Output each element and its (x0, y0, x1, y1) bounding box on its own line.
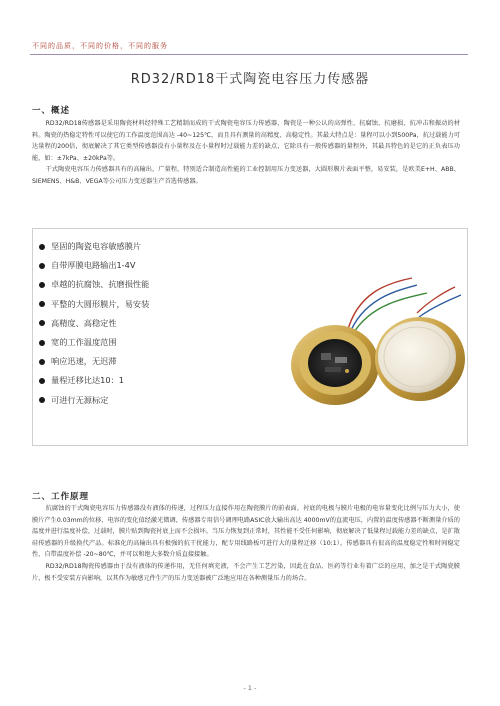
feature-label: 响应迅速，无迟滞 (51, 356, 117, 367)
bullet-icon (39, 320, 45, 326)
bullet-icon (39, 263, 45, 269)
bullet-icon (39, 244, 45, 250)
section-principle-heading: 二、工作原理 (32, 492, 90, 502)
section-overview-heading: 一、概述 (32, 106, 71, 116)
overview-paragraph: RD32/RD18传感器是采用陶瓷材料经特殊工艺精制而成的干式陶瓷电容压力传感器，陶瓷是一种公认的高弹性、抗腐蚀、抗磨损、抗冲击和振动的材料。陶瓷的热稳定特性可以使它的工作温度范围高达 -40~125℃，而且具有测量的高精度、高稳定性。其最大特点是：量程可以小到500Pa，抗过载能力可达量程的200倍，彻底解决了其它类型传感器没有小量程及在小量程时过载能力差的缺点，它除具有一般传感器的量程外，其最具特色的是它的正负表压功能，如：±7kPa、±20kPa等。 (32, 120, 460, 162)
page-number: - 1 - (243, 684, 257, 692)
section-principle-body (32, 503, 460, 584)
overview-paragraph: 干式陶瓷电容压力传感器具有的高输出，广量程，特别适合制造高性能的工业控制用压力变送器，大圆形膜片表面平整，易安装，是欧美E+H、ABB、SIEMENS、H&B、VEGA等公司压力变送器生产首选传感器。 (32, 166, 460, 185)
feature-item (39, 295, 149, 314)
header-rule (30, 54, 468, 55)
bullet-icon (39, 359, 45, 365)
feature-label: 坚固的陶瓷电容敏感膜片 (51, 241, 142, 251)
feature-item (39, 391, 149, 410)
principle-paragraph: 抗腐蚀的干式陶瓷电容压力传感器没有液体的传递，过程压力直接作用在陶瓷膜片的前表面，衬底的电极与膜片电极的电容量变化比例与压力大小，使膜片产生0.03mm的位移，电容的变化值经激光微调，传感器专用信号调理电路ASIC放大输出高达 4000mV的直流电压，内置的温度传感器不断测量介质的温度并进行温度补偿，过载时，膜片贴到陶瓷衬底上而不会损坏。当压力恢复到正常时，其性能不受任何影响，彻底解决了低量程过载能力差的缺点，是扩散硅传感器的升级换代产品。标准化的高输出具有极强的抗干扰能力，配专用线路板可进行大的量程迁移（10:1），传感器具有很高的温度稳定性和时间稳定性，自带温度补偿 -20~80℃，并可以和绝大多数介质直接接触。 (32, 505, 460, 559)
feature-item (39, 275, 149, 294)
header-slogan: 不同的品质，不同的价格，不同的服务 (32, 42, 168, 50)
feature-item (39, 333, 149, 352)
feature-box (32, 228, 468, 446)
feature-label: 平整的大圆形膜片，易安装 (51, 298, 150, 309)
bullet-icon (39, 340, 45, 346)
bullet-icon (39, 282, 45, 288)
feature-item (39, 371, 149, 390)
feature-label: 自带厚膜电路输出1-4V (51, 260, 136, 271)
bullet-icon (39, 378, 45, 384)
feature-item (39, 237, 149, 256)
section-overview-body (32, 118, 460, 188)
feature-label: 量程迁移比达10：1 (51, 375, 124, 386)
feature-item (39, 314, 149, 333)
document-title: RD32/RD18干式陶瓷电容压力传感器 (130, 72, 370, 87)
feature-label: 宽的工作温度范围 (51, 337, 117, 348)
bullet-icon (39, 301, 45, 307)
feature-label: 高精度、高稳定性 (51, 317, 117, 328)
feature-item (39, 256, 149, 275)
feature-list (39, 237, 149, 410)
feature-label: 卓越的抗腐蚀、抗磨损性能 (51, 279, 150, 290)
feature-label: 可进行无源标定 (51, 394, 109, 405)
sensor-photo (277, 273, 467, 423)
bullet-icon (39, 397, 45, 403)
principle-paragraph: RD32/RD18陶瓷传感器由于没有液体的传递作用，无任何填充液，不会产生工艺污染，因此在食品、医药等行业有着广泛的应用，加之是干式陶瓷膜片，极不受安装方向影响，以其作为敏感元件生产的压力变送器被广泛地应用在各种测量压力的场合。 (32, 562, 460, 582)
feature-item (39, 352, 149, 371)
